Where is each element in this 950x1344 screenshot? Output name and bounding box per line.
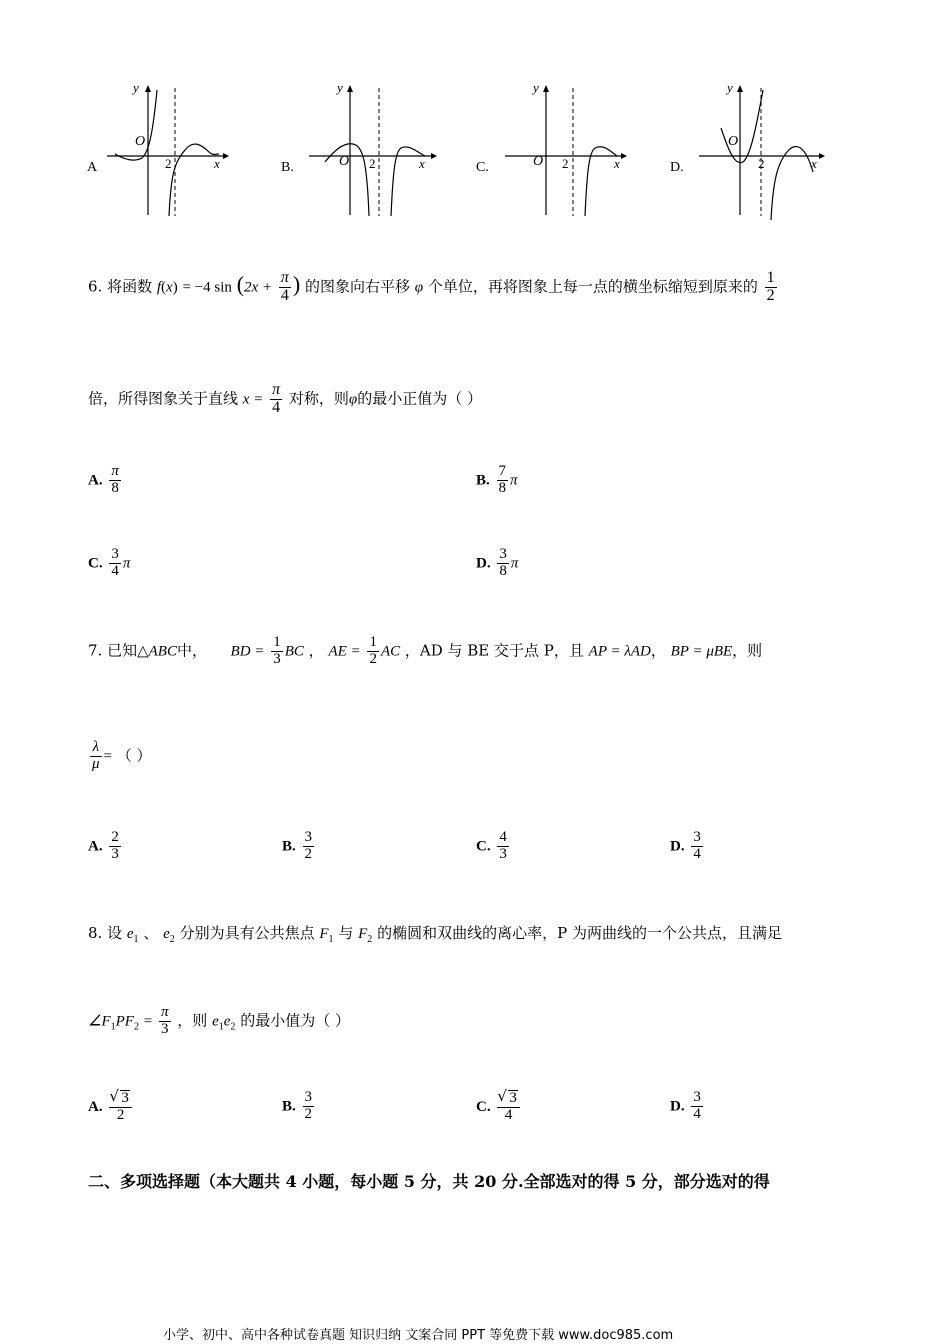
q7-option-b: B. $\frac{3}{2}$	[282, 829, 313, 862]
q7-ap: AP = λAD	[588, 643, 651, 660]
q6-option-b: B. $\frac{7}{8}$ π	[476, 463, 518, 496]
q8-prefix: 8. 设	[88, 924, 123, 942]
q8-line2: $\angle F_1PF_2$ = $\frac{\pi}{3}$ ，则 $e_1e_2$ 的最小值为（ ）	[88, 1004, 350, 1037]
q8-text3: ，则	[177, 1011, 208, 1030]
q6-line2-a: 倍，所得图象关于直线	[88, 389, 239, 408]
graph-c-x: x	[614, 156, 620, 171]
graph-c-label: C.	[476, 160, 489, 175]
q8-option-c: C. √ $\frac{3}{4}$	[476, 1090, 522, 1124]
graph-a-y: y	[133, 80, 139, 95]
q8-option-d: D. $\frac{3}{4}$	[670, 1089, 701, 1122]
graph-b-y: y	[337, 80, 343, 95]
q8-text2: 的椭圆和双曲线的离心率，P 为两曲线的一个公共点，且满足	[377, 924, 782, 942]
graph-d	[697, 82, 829, 222]
q6-phi: φ	[414, 279, 424, 296]
graph-d-y: y	[727, 80, 733, 95]
q6-line1: 6. 将函数 f(x) = −4 sin (2x + $\frac{\pi}{4}$ ) 的图象向右平移 φ 个单位，再将图象上每一点的横坐标缩短到原来的 $\frac{1}{2}$	[88, 269, 775, 304]
graph-a	[105, 82, 230, 222]
q7-line2: $\frac{\lambda}{\mu}$ = （ ）	[92, 739, 152, 772]
graph-a-label: A	[87, 160, 98, 175]
section2-heading: 二、多项选择题（本大题共 4 小题，每小题 5 分，共 20 分.全部选对的得 5 分，部分选对的得	[88, 1172, 770, 1191]
graph-a-tick: 2	[165, 156, 172, 171]
graph-d-tick: 2	[758, 156, 765, 171]
q7-paren: （ ）	[116, 746, 152, 765]
q7-ae: AE =	[328, 643, 361, 660]
graph-b-label: B.	[281, 160, 294, 175]
q7-line1: 7. 已知△ABC中， BD = $\frac{1}{3}$ BC ， AE = $\frac{1}{2}$ AC ，AD 与 BE 交于点 P，且 AP = λAD， BP = μBE，则	[88, 634, 763, 667]
q6-line2-frac: $\frac{\pi}{4}$	[272, 381, 281, 416]
q6-inner: 2x +	[244, 279, 273, 296]
q6-x-eq: x =	[242, 391, 264, 408]
graph-c	[503, 82, 633, 222]
graph-b	[307, 82, 437, 222]
graph-a-x: x	[214, 156, 220, 171]
q7-bd: BD =	[230, 643, 265, 660]
q8-text4: 的最小值为（ ）	[240, 1011, 350, 1030]
q6-prefix: 6. 将函数	[88, 277, 153, 296]
q6-line2-b: 对称，则	[288, 389, 349, 408]
graph-c-origin: O	[533, 154, 544, 169]
q8-line1: 8. 设 $e_1$ 、 $e_2$ 分别为具有公共焦点 $F_1$ 与 $F_2$ 的椭圆和双曲线的离心率，P 为两曲线的一个公共点，且满足	[88, 924, 782, 945]
q8-option-a: A. √ $\frac{3}{2}$	[88, 1090, 134, 1124]
graph-d-label: D.	[670, 160, 684, 175]
q7-prefix: 7. 已知△	[88, 641, 149, 660]
q6-func-lhs: f	[156, 279, 162, 296]
q6-func-rhs: = −4 sin	[182, 279, 232, 296]
q6-line2: 倍，所得图象关于直线 x = $\frac{\pi}{4}$ 对称，则φ的最小正值为（ ）	[88, 381, 483, 416]
footer-text: 小学、初中、高中各种试卷真题 知识归纳 文案合同 PPT 等免费下载 www.doc985.com	[163, 1328, 674, 1343]
q6-pi-over-4: $\frac{\pi}{4}$	[280, 269, 289, 304]
graph-d-x: x	[811, 156, 817, 171]
q6-line2-c: 的最小正值为（ ）	[357, 389, 483, 408]
q7-option-a: A. $\frac{2}{3}$	[88, 829, 119, 862]
graph-c-y: y	[533, 80, 539, 95]
q6-option-d: D. $\frac{3}{8}$ π	[476, 546, 519, 579]
graph-d-origin: O	[728, 134, 739, 149]
q7-option-c: C. $\frac{4}{3}$	[476, 829, 507, 862]
q7-option-d: D. $\frac{3}{4}$	[670, 829, 701, 862]
q6-option-a: A. $\frac{\pi}{8}$	[88, 463, 119, 496]
graph-a-origin: O	[135, 134, 146, 149]
graph-b-origin: O	[339, 154, 350, 169]
graph-b-tick: 2	[369, 156, 376, 171]
q7-text1: ，AD 与 BE 交于点 P，且	[404, 641, 584, 660]
q7-bp: BP = μBE	[670, 643, 733, 660]
q6-half: $\frac{1}{2}$	[766, 269, 775, 304]
q6-mid2: 个单位，再将图象上每一点的横坐标缩短到原来的	[427, 277, 758, 296]
q6-option-c: C. $\frac{3}{4}$ π	[88, 546, 131, 579]
q6-mid: 的图象向右平移	[304, 277, 410, 296]
q8-text1: 分别为具有公共焦点	[179, 924, 315, 942]
q8-option-b: B. $\frac{3}{2}$	[282, 1089, 313, 1122]
graph-b-x: x	[419, 156, 425, 171]
graph-c-tick: 2	[562, 156, 569, 171]
